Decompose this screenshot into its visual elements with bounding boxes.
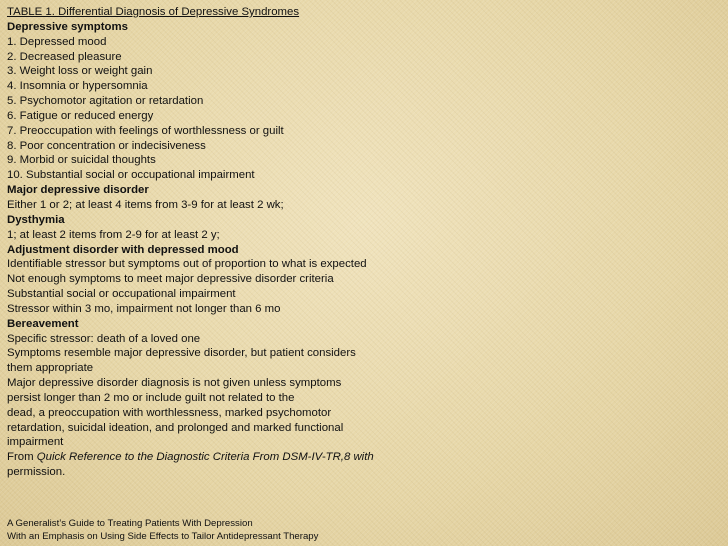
symptom-item: 1. Depressed mood: [7, 35, 107, 48]
bereavement-line: Specific stressor: death of a loved one: [7, 332, 201, 345]
adjustment-line: Stressor within 3 mo, impairment not longer than 6 mo: [7, 302, 281, 315]
source-citation: [7, 450, 707, 465]
footer-line-2: With an Emphasis on Using Side Effects to Tailor Antidepressant Therapy: [7, 530, 319, 542]
bereavement-line: them appropriate: [7, 362, 94, 375]
adjustment-line: Identifiable stressor but symptoms out of proportion to what is expected: [7, 258, 367, 271]
source-permission: permission.: [7, 466, 66, 479]
symptom-item: 9. Morbid or suicidal thoughts: [7, 154, 156, 167]
bereavement-line: dead, a preoccupation with worthlessness, marked psychomotor: [7, 406, 332, 419]
symptom-item: 2. Decreased pleasure: [7, 50, 122, 63]
symptom-item: 8. Poor concentration or indecisiveness: [7, 139, 206, 152]
major-depressive-heading: Major depressive disorder: [7, 184, 149, 197]
slide-footer: [7, 518, 318, 543]
bereavement-line: Symptoms resemble major depressive disorder, but patient considers: [7, 347, 356, 360]
footer-line-1: A Generalist’s Guide to Treating Patients With Depression: [7, 518, 253, 529]
source-prefix: From: [7, 451, 37, 464]
adjustment-disorder-heading: Adjustment disorder with depressed mood: [7, 243, 239, 256]
table-content: [7, 5, 707, 480]
symptom-item: 4. Insomnia or hypersomnia: [7, 80, 148, 93]
symptom-item: 7. Preoccupation with feelings of worthlessness or guilt: [7, 124, 284, 137]
source-reference: Quick Reference to the Diagnostic Criteria From DSM-IV-TR,8 with: [36, 451, 374, 464]
bereavement-line: persist longer than 2 mo or include guilt not related to the: [7, 391, 295, 404]
adjustment-line: Not enough symptoms to meet major depressive disorder criteria: [7, 273, 334, 286]
adjustment-line: Substantial social or occupational impairment: [7, 288, 236, 301]
symptom-item: 3. Weight loss or weight gain: [7, 65, 153, 78]
dysthymia-criteria: 1; at least 2 items from 2-9 for at least 2 y;: [7, 228, 220, 241]
dysthymia-heading: Dysthymia: [7, 213, 65, 226]
bereavement-line: impairment: [7, 436, 64, 449]
symptom-item: 10. Substantial social or occupational impairment: [7, 169, 255, 182]
table-title: TABLE 1. Differential Diagnosis of Depressive Syndromes: [7, 6, 300, 18]
bereavement-heading: Bereavement: [7, 317, 79, 330]
bereavement-line: Major depressive disorder diagnosis is not given unless symptoms: [7, 377, 342, 390]
major-depressive-criteria: Either 1 or 2; at least 4 items from 3-9 for at least 2 wk;: [7, 198, 284, 211]
depressive-symptoms-heading: Depressive symptoms: [7, 20, 128, 33]
symptom-item: 6. Fatigue or reduced energy: [7, 109, 154, 122]
symptom-item: 5. Psychomotor agitation or retardation: [7, 95, 204, 108]
bereavement-line: retardation, suicidal ideation, and prolonged and marked functional: [7, 421, 344, 434]
